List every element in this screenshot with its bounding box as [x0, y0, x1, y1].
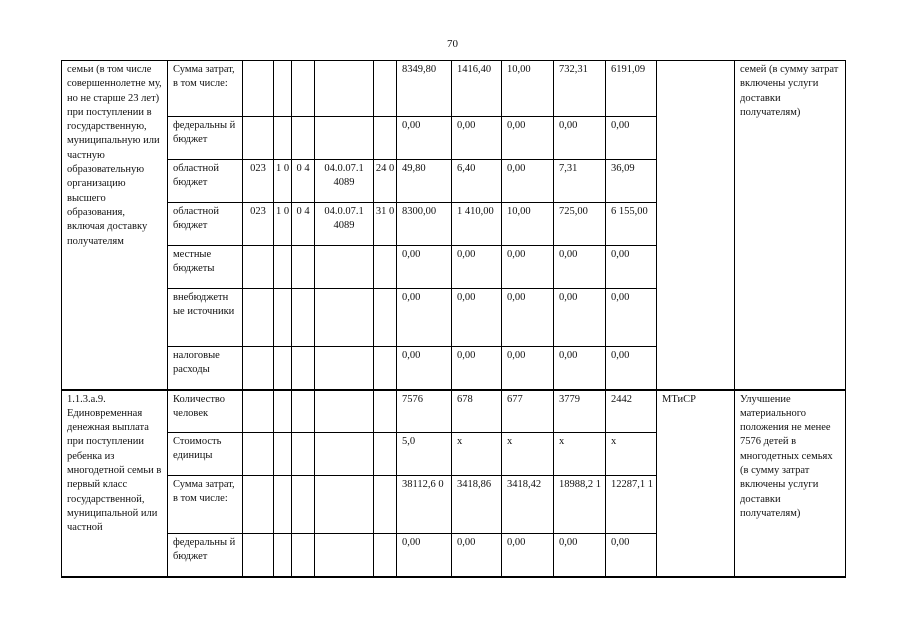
- cell-v3: 677: [502, 390, 554, 433]
- cell-v3: 0,00: [502, 347, 554, 390]
- cell-v5: х: [606, 433, 657, 476]
- cell-r2: 0 4: [292, 203, 315, 246]
- cell-csr: [315, 534, 374, 577]
- cell-vr: [374, 534, 397, 577]
- cell-label: федеральны й бюджет: [168, 117, 243, 160]
- cell-code: 023: [243, 203, 274, 246]
- cell-vr: [374, 117, 397, 160]
- cell-label: федеральны й бюджет: [168, 534, 243, 577]
- cell-v2: 1 410,00: [452, 203, 502, 246]
- cell-v4: 18988,2 1: [554, 476, 606, 534]
- cell-v5: 0,00: [606, 347, 657, 390]
- table-row: [62, 61, 846, 117]
- cell-r2: [292, 534, 315, 577]
- cell-v1: 0,00: [397, 347, 452, 390]
- cell-v5: 6 155,00: [606, 203, 657, 246]
- cell-v2: 3418,86: [452, 476, 502, 534]
- result-cell: семей (в сумму затрат включены услуги доставки получателям): [735, 61, 846, 390]
- cell-v2: 0,00: [452, 534, 502, 577]
- result-cell: Улучшение материального положения не менее 7576 детей в многодетных семьях (в сумму затрат включены услуги доставки получателям): [735, 390, 846, 577]
- cell-r1: [274, 289, 292, 347]
- cell-r2: [292, 61, 315, 117]
- cell-v5: 36,09: [606, 160, 657, 203]
- activity-name-cell: 1.1.3.a.9. Единовременная денежная выплата при поступлении ребенка из многодетной семьи в первый класс государственной, муниципальной или частной: [62, 390, 168, 577]
- cell-r2: [292, 347, 315, 390]
- cell-vr: [374, 246, 397, 289]
- cell-r2: [292, 433, 315, 476]
- cell-v4: 0,00: [554, 289, 606, 347]
- cell-v3: 0,00: [502, 534, 554, 577]
- cell-csr: [315, 347, 374, 390]
- cell-v1: 8300,00: [397, 203, 452, 246]
- cell-r1: [274, 433, 292, 476]
- cell-csr: [315, 289, 374, 347]
- cell-v1: 0,00: [397, 246, 452, 289]
- page-number: 70: [447, 38, 458, 50]
- cell-v2: 0,00: [452, 347, 502, 390]
- cell-label: областной бюджет: [168, 203, 243, 246]
- cell-v2: 0,00: [452, 289, 502, 347]
- cell-label: Стоимость единицы: [168, 433, 243, 476]
- cell-label: местные бюджеты: [168, 246, 243, 289]
- cell-csr: [315, 117, 374, 160]
- cell-label: Сумма затрат, в том числе:: [168, 476, 243, 534]
- cell-v1: 0,00: [397, 117, 452, 160]
- cell-r2: [292, 246, 315, 289]
- cell-v2: 1416,40: [452, 61, 502, 117]
- cell-v3: 0,00: [502, 289, 554, 347]
- cell-vr: [374, 476, 397, 534]
- cell-csr: 04.0.07.1 4089: [315, 203, 374, 246]
- cell-v1: 0,00: [397, 534, 452, 577]
- cell-csr: [315, 390, 374, 433]
- cell-csr: [315, 61, 374, 117]
- cell-v5: 6191,09: [606, 61, 657, 117]
- cell-v3: 10,00: [502, 61, 554, 117]
- cell-v2: 0,00: [452, 246, 502, 289]
- cell-r1: 1 0: [274, 160, 292, 203]
- cell-v4: 0,00: [554, 534, 606, 577]
- cell-code: [243, 347, 274, 390]
- cell-r1: [274, 347, 292, 390]
- cell-v3: 0,00: [502, 117, 554, 160]
- cell-code: [243, 117, 274, 160]
- cell-v5: 0,00: [606, 289, 657, 347]
- cell-label: Сумма затрат, в том числе:: [168, 61, 243, 117]
- cell-r1: [274, 476, 292, 534]
- cell-v4: 725,00: [554, 203, 606, 246]
- cell-vr: [374, 390, 397, 433]
- cell-v5: 0,00: [606, 246, 657, 289]
- cell-v4: 7,31: [554, 160, 606, 203]
- cell-r2: 0 4: [292, 160, 315, 203]
- cell-label: областной бюджет: [168, 160, 243, 203]
- cell-code: [243, 433, 274, 476]
- cell-code: [243, 390, 274, 433]
- cell-r2: [292, 476, 315, 534]
- cell-vr: [374, 433, 397, 476]
- cell-r2: [292, 289, 315, 347]
- cell-v5: 2442: [606, 390, 657, 433]
- cell-code: [243, 289, 274, 347]
- table-row: [62, 390, 846, 433]
- cell-vr: [374, 61, 397, 117]
- cell-label: Количество человек: [168, 390, 243, 433]
- cell-v2: 6,40: [452, 160, 502, 203]
- cell-r1: [274, 534, 292, 577]
- cell-v3: х: [502, 433, 554, 476]
- cell-v4: 732,31: [554, 61, 606, 117]
- cell-v5: 0,00: [606, 117, 657, 160]
- cell-label: внебюджетн ые источники: [168, 289, 243, 347]
- cell-csr: [315, 433, 374, 476]
- cell-vr: [374, 347, 397, 390]
- cell-code: [243, 534, 274, 577]
- activity-name-cell: семьи (в том числе совершеннолетне му, но не старше 23 лет) при поступлении в государственную, муниципальную или частную образовательную организацию высшего образования, включая доставку получателям: [62, 61, 168, 390]
- cell-v3: 0,00: [502, 246, 554, 289]
- cell-v3: 3418,42: [502, 476, 554, 534]
- cell-r1: [274, 117, 292, 160]
- cell-v2: 678: [452, 390, 502, 433]
- cell-v5: 12287,1 1: [606, 476, 657, 534]
- cell-r2: [292, 117, 315, 160]
- cell-v1: 0,00: [397, 289, 452, 347]
- cell-csr: 04.0.07.1 4089: [315, 160, 374, 203]
- cell-v1: 5,0: [397, 433, 452, 476]
- budget-table: [61, 60, 846, 578]
- cell-v4: 0,00: [554, 347, 606, 390]
- cell-v4: 0,00: [554, 117, 606, 160]
- cell-vr: [374, 289, 397, 347]
- cell-label: налоговые расходы: [168, 347, 243, 390]
- cell-csr: [315, 246, 374, 289]
- cell-r1: [274, 390, 292, 433]
- cell-r1: 1 0: [274, 203, 292, 246]
- cell-v1: 38112,6 0: [397, 476, 452, 534]
- cell-v3: 10,00: [502, 203, 554, 246]
- cell-v1: 49,80: [397, 160, 452, 203]
- cell-code: [243, 476, 274, 534]
- cell-code: [243, 246, 274, 289]
- cell-v1: 7576: [397, 390, 452, 433]
- cell-code: [243, 61, 274, 117]
- cell-code: 023: [243, 160, 274, 203]
- cell-r2: [292, 390, 315, 433]
- cell-v3: 0,00: [502, 160, 554, 203]
- executor-cell: [657, 61, 735, 390]
- cell-v4: 3779: [554, 390, 606, 433]
- cell-r1: [274, 246, 292, 289]
- cell-v2: х: [452, 433, 502, 476]
- cell-v4: 0,00: [554, 246, 606, 289]
- cell-v4: х: [554, 433, 606, 476]
- cell-v1: 8349,80: [397, 61, 452, 117]
- cell-r1: [274, 61, 292, 117]
- cell-csr: [315, 476, 374, 534]
- cell-vr: 31 0: [374, 203, 397, 246]
- cell-vr: 24 0: [374, 160, 397, 203]
- cell-v2: 0,00: [452, 117, 502, 160]
- cell-v5: 0,00: [606, 534, 657, 577]
- executor-cell: МТиСР: [657, 390, 735, 577]
